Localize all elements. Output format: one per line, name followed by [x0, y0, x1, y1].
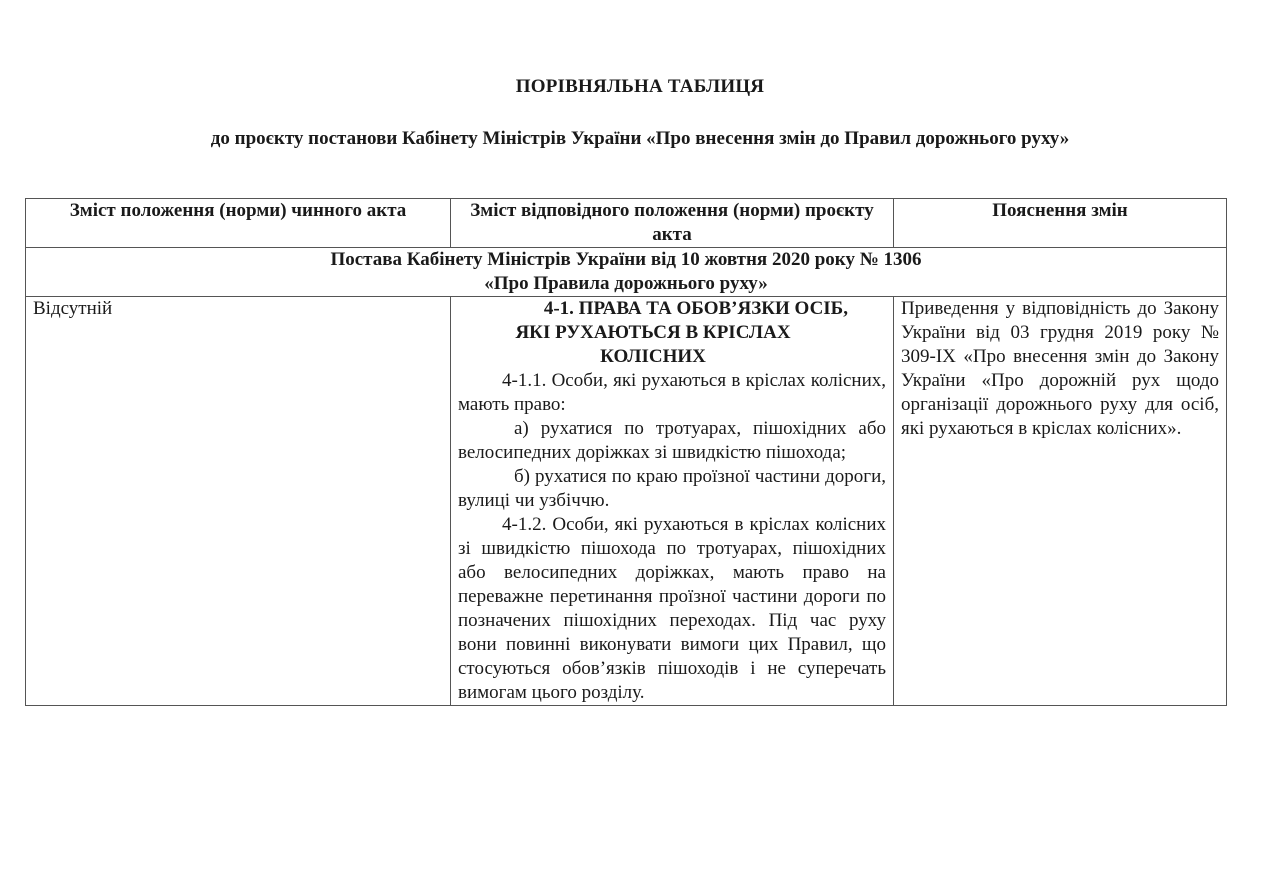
heading-line-1: 4-1. ПРАВА ТА ОБОВ’ЯЗКИ ОСІБ, — [543, 298, 848, 319]
section-title-line2: «Про Правила дорожнього руху» — [484, 273, 768, 294]
explanation-text: Приведення у відповідність до Закону України від 03 грудня 2019 року № 309-IX «Про внесення змін до Закону України «Про дорожній рух щодо організації дорожнього руху для осіб, які рухаються в кріслах колісних». — [901, 298, 1219, 439]
paragraph-a: а) рухатися по тротуарах, пішохідних або велосипедних доріжках зі швидкістю пішохода; — [458, 418, 886, 463]
document-title: ПОРІВНЯЛЬНА ТАБЛИЦЯ — [515, 76, 765, 97]
explanation-cell — [894, 297, 1227, 706]
header-proposed-act: Зміст відповідного положення (норми) проєкту акта — [451, 199, 894, 248]
header-current-act: Зміст положення (норми) чинного акта — [26, 199, 451, 248]
document-subtitle: до проєкту постанови Кабінету Міністрів України «Про внесення змін до Правил дорожнього руху» — [210, 128, 1070, 149]
current-norm-cell: Відсутній — [26, 297, 451, 706]
paragraph-4-1-2: 4-1.2. Особи, які рухаються в кріслах колісних зі швидкістю пішохода по тротуарах, пішохідних або велосипедних доріжках, мають право на переважне перетинання проїзної частини дороги по позначених пішохідних переходах. Під час руху вони повинні виконувати вимоги цих Правил, що стосуються обов’язків пішоходів і не суперечать вимогам цього розділу. — [458, 514, 886, 703]
paragraph-b: б) рухатися по краю проїзної частини дороги, вулиці чи узбіччю. — [458, 466, 886, 511]
header-explanation: Пояснення змін — [894, 199, 1227, 248]
table-header-row — [26, 199, 1227, 248]
section-row — [26, 248, 1227, 297]
heading-line-2: ЯКІ РУХАЮТЬСЯ В КРІСЛАХ — [515, 322, 791, 343]
section-title-cell — [26, 248, 1227, 297]
comparison-table — [25, 198, 1227, 706]
paragraph-4-1-1: 4-1.1. Особи, які рухаються в кріслах колісних, мають право: — [458, 370, 886, 415]
section-title-line1: Постава Кабінету Міністрів України від 10 жовтня 2020 року № 1306 — [330, 249, 922, 270]
table-row — [26, 297, 1227, 706]
heading-line-3: КОЛІСНИХ — [600, 346, 706, 367]
proposed-section-heading — [458, 297, 886, 369]
proposed-norm-cell — [451, 297, 894, 706]
